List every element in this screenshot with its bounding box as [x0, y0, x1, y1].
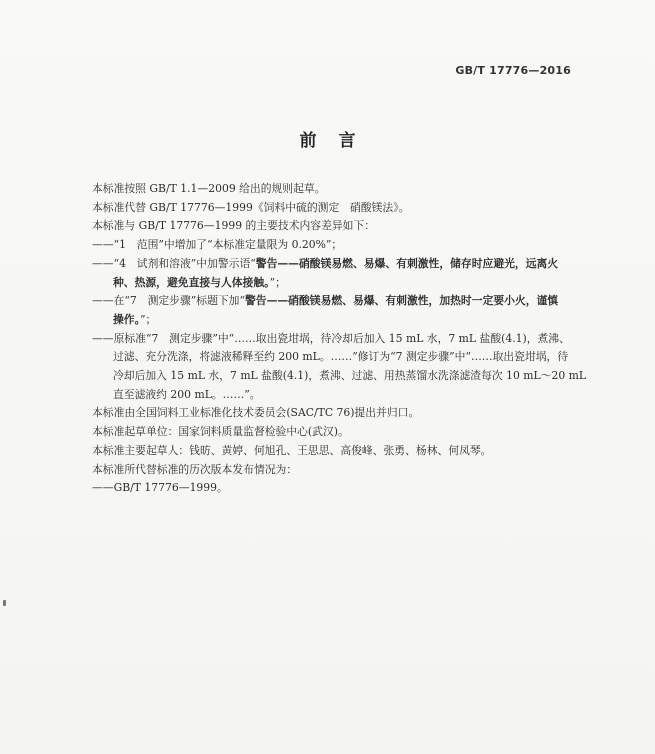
paragraph-drafting-rules: 本标准按照 GB/T 1.1—2009 给出的规则起草。	[92, 182, 326, 195]
list-item-continuation	[92, 311, 584, 330]
warning-text: 种、热源，避免直接与人体接触。	[113, 275, 270, 289]
list-item-text: ——在“7 测定步骤”标题下加“	[92, 294, 245, 308]
paragraph-differences-intro: 本标准与 GB/T 17776—1999 的主要技术内容差异如下：	[92, 219, 376, 233]
paragraph-history-intro: 本标准所代替标准的历次版本发布情况为：	[92, 462, 298, 476]
warning-text: 警告——硝酸镁易燃、易爆、有刺激性，加热时一定要小火，谨慎	[245, 294, 559, 308]
list-item-text: ”；	[140, 312, 157, 326]
list-item-procedure-warning	[92, 292, 584, 311]
warning-text: 警告——硝酸镁易燃、易爆、有刺激性，储存时应避光，远离火	[255, 256, 559, 270]
page-title: 前言	[299, 131, 378, 151]
paragraph-proposed-by: 本标准由全国饲料工业标准化技术委员会(SAC/TC 76)提出并归口。	[92, 406, 420, 420]
list-item-continuation	[92, 274, 584, 293]
paragraph-drafting-unit: 本标准起草单位：国家饲料质量监督检验中心(武汉)。	[92, 425, 349, 439]
scan-artifact	[3, 600, 6, 606]
document-body	[92, 180, 587, 498]
standard-code: GB/T 17776—2016	[455, 64, 571, 77]
list-item-scope-change: ——“1 范围”中增加了“本标准定量限为 0.20%”；	[92, 238, 343, 252]
list-item-text: ”；	[269, 275, 286, 289]
list-item-history: ——GB/T 17776—1999。	[92, 481, 228, 495]
list-item-reagent-warning	[92, 255, 584, 274]
list-item-procedure-revision: ——原标准“7 测定步骤”中“……取出瓷坩埚，待冷却后加入 15 mL 水，7 mL 盐酸(4.1)，煮沸、	[92, 331, 570, 345]
list-item-text: ——“4 试剂和溶液”中加警示语“	[92, 256, 256, 270]
paragraph-replaces: 本标准代替 GB/T 17776—1999《饲料中硫的测定 硝酸镁法》。	[92, 200, 410, 214]
list-item-continuation: 直至滤液约 200 mL。……”。	[113, 387, 261, 401]
list-item-continuation: 过滤、充分洗涤，将滤液稀释至约 200 mL。……”修订为“7 测定步骤”中“……取出瓷坩埚，待	[113, 350, 569, 364]
paragraph-drafters: 本标准主要起草人：钱昉、黄婷、何旭孔、王思思、高俊峰、张勇、杨林、何凤琴。	[92, 443, 492, 457]
warning-text: 操作。	[113, 312, 140, 326]
list-item-continuation: 冷却后加入 15 mL 水，7 mL 盐酸(4.1)，煮沸、过滤、用热蒸馏水洗涤滤渣每次 10 mL～20 mL	[113, 369, 587, 383]
